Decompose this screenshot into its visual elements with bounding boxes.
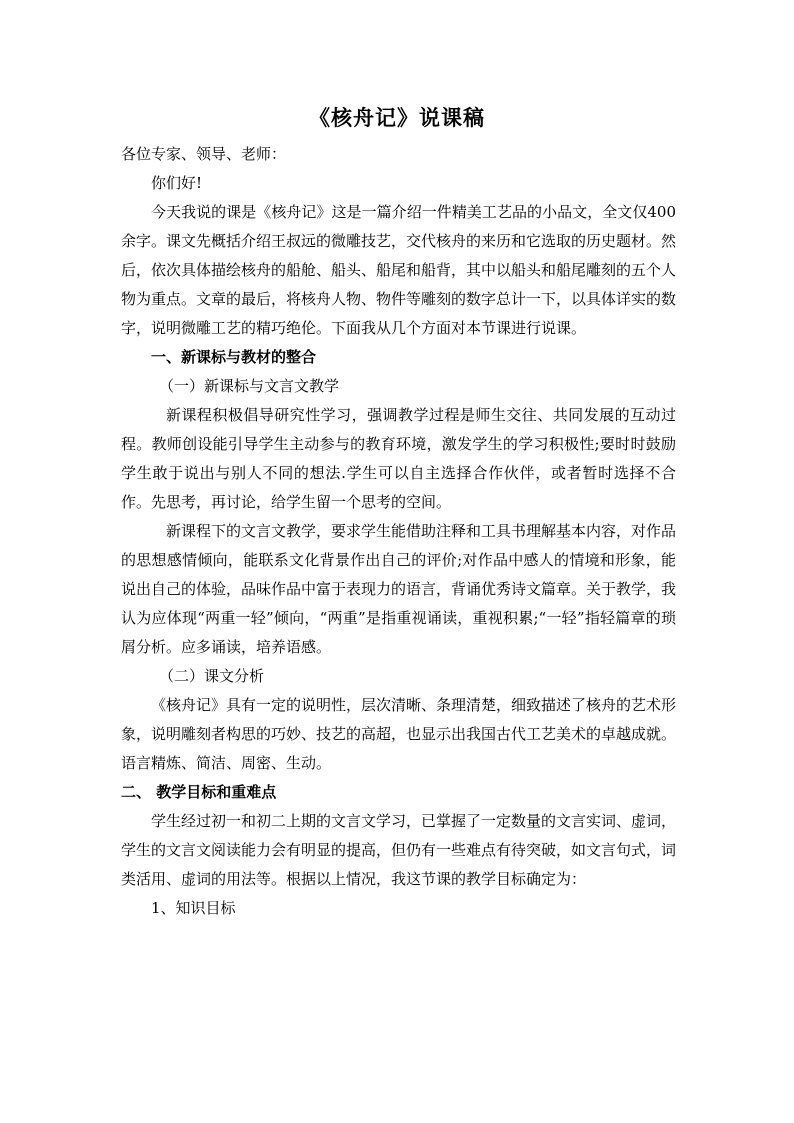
document-body <box>121 140 676 923</box>
section2-paragraph1: 学生经过初一和初二上期的文言文学习，已掌握了一定数量的文言实词、虚词，学生的文言文阅读能力会有明显的提高，但仍有一些难点有待突破，如文言句式，词类活用、虚词的用法等。根据以上情况，我这节课的教学目标确定为： <box>121 812 677 888</box>
intro-paragraph: 今天我说的课是《核舟记》这是一篇介绍一件精美工艺品的小品文，全文仅400余字。课文先概括介绍王叔远的微雕技艺，交代核舟的来历和它选取的历史题材。然后，依次具体描绘核舟的船舱、船头、船尾和船背，其中以船头和船尾雕刻的五个人物为重点。文章的最后，将核舟人物、物件等雕刻的数字总计一下，以具体详实的数字，说明微雕工艺的精巧绝伦。下面我从几个方面对本节课进行说课。 <box>121 203 677 337</box>
section1-heading: 一、新课标与教材的整合 <box>151 348 317 366</box>
greeting: 你们好! <box>151 174 203 192</box>
section1-sub1-paragraph1: 新课程积极倡导研究性学习，强调教学过程是师生交往、共同发展的互动过程。教师创设能引导学生主动参与的教育环境，激发学生的学习积极性;要时时鼓励学生敢于说出与别人不同的想法.学生可以自主选择合作伙伴，或者暂时选择不合作。先思考，再讨论，给学生留一个思考的空间。 <box>121 406 676 511</box>
section2-heading: 二、 教学目标和重难点 <box>121 783 277 801</box>
section2-item1: 1、知识目标 <box>151 899 236 917</box>
document-title: 《核舟记》说课稿 <box>309 105 485 130</box>
salutation: 各位专家、领导、老师： <box>121 145 287 163</box>
section1-sub2-heading: （二）课文分析 <box>159 667 265 685</box>
section1-sub1-heading: （一）新课标与文言文教学 <box>159 377 340 395</box>
section1-sub1-paragraph2: 新课程下的文言文教学，要求学生能借助注释和工具书理解基本内容，对作品的思想感情倾向，能联系文化背景作出自己的评价;对作品中感人的情境和形象，能说出自己的体验，品味作品中富于表现力的语言，背诵优秀诗文篇章。关于教学，我认为应体现“两重一轻”倾向，“两重”是指重视诵读，重视积累;“一轻”指轻篇章的琐屑分析。应多诵读，培养语感。 <box>121 522 677 656</box>
section1-sub2-paragraph1: 《核舟记》具有一定的说明性，层次清晰、条理清楚，细致描述了核舟的艺术形象，说明雕刻者构思的巧妙、技艺的高超，也显示出我国古代工艺美术的卓越成就。语言精炼、简洁、周密、生动。 <box>121 696 677 772</box>
